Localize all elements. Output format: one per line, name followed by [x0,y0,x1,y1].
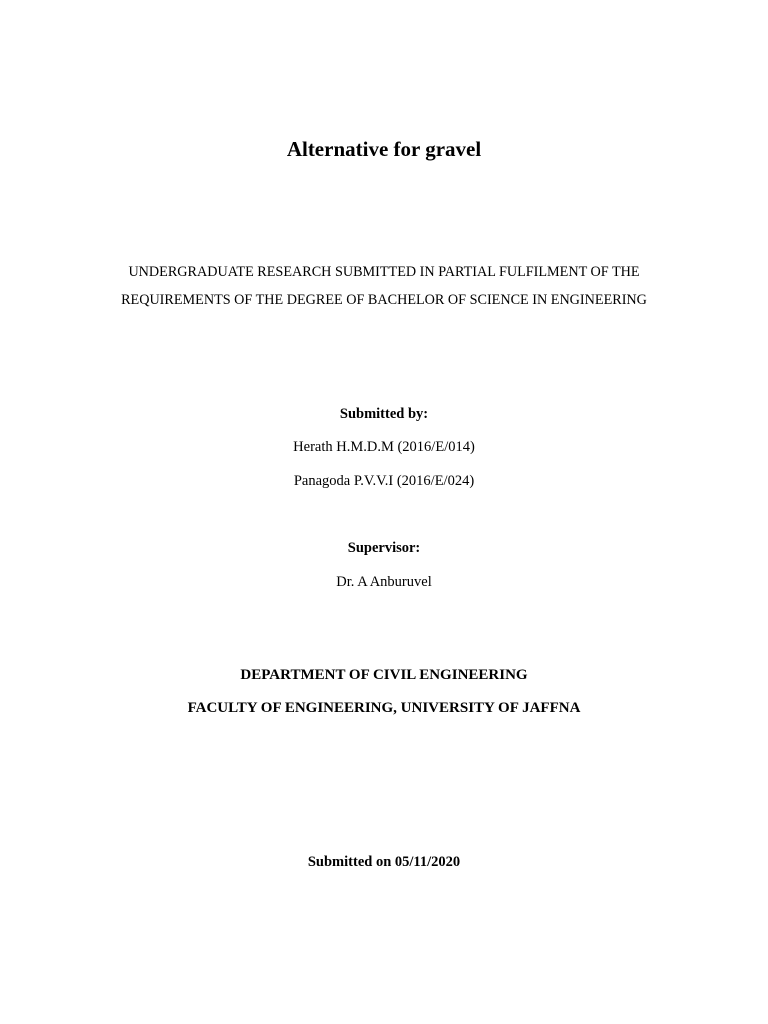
supervisor-heading: Supervisor: [347,540,421,556]
submitted-by-heading: Submitted by: [339,406,429,422]
department-name: DEPARTMENT OF CIVIL ENGINEERING [240,667,528,683]
purpose-line-1: UNDERGRADUATE RESEARCH SUBMITTED IN PARTIAL FULFILMENT OF THE [128,264,640,280]
author-2: Panagoda P.V.V.I (2016/E/024) [293,473,475,489]
faculty-name: FACULTY OF ENGINEERING, UNIVERSITY OF JAFFNA [187,700,581,716]
author-1: Herath H.M.D.M (2016/E/014) [293,439,475,455]
purpose-line-2: REQUIREMENTS OF THE DEGREE OF BACHELOR OF SCIENCE IN ENGINEERING [121,292,647,308]
document-title: Alternative for gravel [286,137,482,161]
supervisor-name: Dr. A Anburuvel [336,574,432,590]
submission-date: Submitted on 05/11/2020 [307,854,461,870]
